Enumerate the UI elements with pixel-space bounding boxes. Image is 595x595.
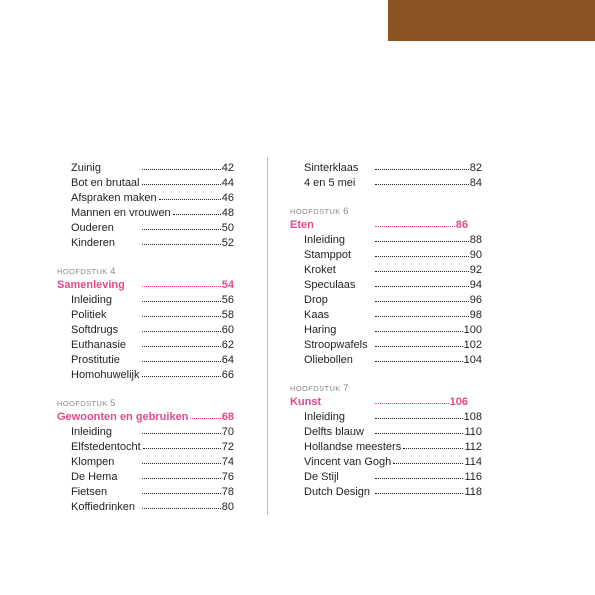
- toc-entry[interactable]: [57, 470, 234, 485]
- toc-entry[interactable]: [290, 293, 482, 308]
- toc-entry-page-number: 44: [221, 177, 234, 189]
- toc-entry[interactable]: [290, 338, 482, 353]
- toc-entry[interactable]: [290, 278, 482, 293]
- chapter-page-number: 54: [221, 279, 234, 291]
- chapter-title-row[interactable]: [57, 278, 234, 293]
- toc-entry-page-number: 96: [469, 294, 482, 306]
- toc-entry-page-number: 66: [221, 369, 234, 381]
- chapter-title: Samenleving: [57, 279, 125, 291]
- dot-leader: [375, 492, 463, 494]
- chapter-title: Kunst: [290, 396, 322, 408]
- toc-entry-page-number: 48: [221, 207, 234, 219]
- toc-entry-title: Drop: [304, 294, 328, 306]
- dot-leader: [142, 492, 221, 494]
- toc-entry[interactable]: [290, 440, 482, 455]
- dot-leader: [142, 183, 221, 185]
- toc-entry-title: Vincent van Gogh: [304, 456, 392, 468]
- toc-entry-title: Stamppot: [304, 249, 352, 261]
- toc-entry-title: 4 en 5 mei: [304, 177, 356, 189]
- toc-entry-title: Inleiding: [304, 411, 345, 423]
- toc-entry-title: De Stijl: [304, 471, 339, 483]
- toc-entry-title: Zuinig: [71, 162, 101, 174]
- dot-leader: [375, 360, 463, 362]
- toc-entry-title: Oliebollen: [304, 354, 353, 366]
- toc-entry-page-number: 52: [221, 237, 234, 249]
- toc-entry[interactable]: [57, 323, 234, 338]
- toc-entry-page-number: 72: [221, 441, 234, 453]
- dot-leader: [393, 462, 463, 464]
- dot-leader: [375, 315, 469, 317]
- dot-leader: [375, 300, 469, 302]
- toc-entry[interactable]: [290, 353, 482, 368]
- toc-entry[interactable]: [57, 440, 234, 455]
- toc-entry[interactable]: [57, 191, 234, 206]
- toc-entry-title: Kroket: [304, 264, 336, 276]
- toc-entry-title: Fietsen: [71, 486, 108, 498]
- dot-leader: [142, 462, 221, 464]
- dot-leader: [375, 270, 469, 272]
- dot-leader: [375, 330, 463, 332]
- toc-entry-page-number: 60: [221, 324, 234, 336]
- dot-leader: [142, 360, 221, 362]
- dot-leader: [375, 285, 469, 287]
- toc-entry-page-number: 110: [464, 426, 482, 438]
- toc-entry-title: Speculaas: [304, 279, 356, 291]
- toc-entry-page-number: 56: [221, 294, 234, 306]
- toc-entry-page-number: 92: [469, 264, 482, 276]
- chapter-page-number: 106: [449, 396, 468, 408]
- toc-entry[interactable]: [290, 410, 482, 425]
- toc-entry[interactable]: [57, 176, 234, 191]
- toc-entry[interactable]: [290, 323, 482, 338]
- toc-entry-title: Mannen en vrouwen: [71, 207, 171, 219]
- toc-entry[interactable]: [57, 161, 234, 176]
- chapter-label: [57, 398, 222, 410]
- dot-leader: [142, 432, 221, 434]
- toc-entry[interactable]: [57, 221, 234, 236]
- toc-entry[interactable]: [290, 470, 482, 485]
- toc-entry-title: De Hema: [71, 471, 118, 483]
- toc-entry[interactable]: [290, 308, 482, 323]
- toc-entry-page-number: 90: [469, 249, 482, 261]
- toc-entry-page-number: 78: [221, 486, 234, 498]
- toc-entry-page-number: 74: [221, 456, 234, 468]
- toc-entry-page-number: 100: [463, 324, 482, 336]
- toc-entry[interactable]: [57, 308, 234, 323]
- dot-leader: [375, 345, 463, 347]
- chapter-number: 7: [343, 383, 349, 394]
- chapter-label: [290, 206, 455, 218]
- toc-entry[interactable]: [57, 236, 234, 251]
- toc-entry-page-number: 104: [463, 354, 482, 366]
- dot-leader: [173, 213, 221, 215]
- chapter-label-text: HOOFDSTUK: [57, 399, 108, 408]
- toc-entry-title: Bot en brutaal: [71, 177, 140, 189]
- toc-entry-page-number: 88: [469, 234, 482, 246]
- dot-leader: [142, 228, 221, 230]
- dot-leader: [142, 285, 221, 287]
- dot-leader: [403, 447, 463, 449]
- toc-entry-page-number: 58: [221, 309, 234, 321]
- toc-entry-page-number: 116: [464, 471, 482, 483]
- chapter-title-row[interactable]: [290, 395, 468, 410]
- toc-entry-title: Stroopwafels: [304, 339, 368, 351]
- toc-entry-title: Elfstedentocht: [71, 441, 141, 453]
- column-divider: [267, 157, 268, 515]
- toc-entry[interactable]: [57, 500, 234, 515]
- toc-entry-page-number: 112: [464, 441, 482, 453]
- dot-leader: [375, 183, 469, 185]
- chapter-number: 5: [110, 398, 116, 409]
- chapter-number: 4: [110, 266, 116, 277]
- dot-leader: [142, 375, 221, 377]
- dot-leader: [142, 300, 221, 302]
- toc-entry-title: Delfts blauw: [304, 426, 364, 438]
- toc-entry-page-number: 108: [463, 411, 482, 423]
- toc-entry-title: Koffiedrinken: [71, 501, 136, 513]
- dot-leader: [142, 168, 221, 170]
- toc-entry-list: [290, 410, 482, 500]
- chapter-color-tab: [388, 0, 595, 41]
- toc-entry-title: Euthanasie: [71, 339, 127, 351]
- toc-entry-page-number: 46: [221, 192, 234, 204]
- toc-left-column: [57, 161, 234, 515]
- toc-entry-page-number: 102: [463, 339, 482, 351]
- chapter-title-row[interactable]: [290, 218, 468, 233]
- chapter-title: Eten: [290, 219, 314, 231]
- chapter-title-row[interactable]: [57, 410, 234, 425]
- toc-entry-page-number: 42: [221, 162, 234, 174]
- dot-leader: [375, 225, 455, 227]
- toc-entry-title: Prostitutie: [71, 354, 120, 366]
- chapter-label: [57, 266, 222, 278]
- toc-entry-list: [57, 161, 234, 251]
- toc-entry-page-number: 98: [469, 309, 482, 321]
- chapter-label-text: HOOFDSTUK: [290, 207, 341, 216]
- toc-entry-title: Inleiding: [304, 234, 345, 246]
- dot-leader: [375, 168, 469, 170]
- toc-entry[interactable]: [57, 206, 234, 221]
- toc-entry[interactable]: [290, 176, 482, 191]
- toc-entry-page-number: 64: [221, 354, 234, 366]
- toc-entry-title: Ouderen: [71, 222, 114, 234]
- dot-leader: [142, 243, 221, 245]
- toc-entry-page-number: 94: [469, 279, 482, 291]
- toc-entry[interactable]: [57, 353, 234, 368]
- toc-entry[interactable]: [290, 263, 482, 278]
- toc-entry-list: [57, 425, 234, 515]
- toc-entry-page-number: 62: [221, 339, 234, 351]
- dot-leader: [375, 402, 449, 404]
- toc-entry[interactable]: [57, 293, 234, 308]
- toc-entry-page-number: 82: [469, 162, 482, 174]
- toc-entry[interactable]: [290, 485, 482, 500]
- dot-leader: [375, 432, 463, 434]
- toc-entry-list: [290, 233, 482, 368]
- toc-entry-page-number: 76: [221, 471, 234, 483]
- toc-entry-page-number: 118: [464, 486, 482, 498]
- toc-entry-page-number: 50: [221, 222, 234, 234]
- toc-entry-title: Kinderen: [71, 237, 116, 249]
- toc-entry-title: Inleiding: [71, 426, 112, 438]
- toc-entry-title: Afspraken maken: [71, 192, 157, 204]
- dot-leader: [375, 240, 469, 242]
- dot-leader: [375, 255, 469, 257]
- toc-entry-title: Inleiding: [71, 294, 112, 306]
- dot-leader: [142, 330, 221, 332]
- toc-entry-list: [57, 293, 234, 383]
- toc-entry-title: Hollandse meesters: [304, 441, 402, 453]
- dot-leader: [375, 477, 463, 479]
- dot-leader: [142, 315, 221, 317]
- chapter-title: Gewoonten en gebruiken: [57, 411, 189, 423]
- dot-leader: [190, 417, 220, 419]
- toc-entry-page-number: 70: [221, 426, 234, 438]
- toc-entry-title: Klompen: [71, 456, 115, 468]
- chapter-label-text: HOOFDSTUK: [290, 384, 341, 393]
- toc-entry-title: Haring: [304, 324, 337, 336]
- toc-right-column: [290, 161, 482, 500]
- toc-entry[interactable]: [57, 368, 234, 383]
- dot-leader: [143, 447, 221, 449]
- toc-entry[interactable]: [57, 338, 234, 353]
- dot-leader: [142, 507, 221, 509]
- toc-entry[interactable]: [57, 425, 234, 440]
- chapter-number: 6: [343, 206, 349, 217]
- chapter-page-number: 86: [455, 219, 468, 231]
- toc-entry[interactable]: [57, 455, 234, 470]
- toc-entry-title: Politiek: [71, 309, 107, 321]
- toc-entry-page-number: 84: [469, 177, 482, 189]
- toc-entry[interactable]: [290, 425, 482, 440]
- toc-entry[interactable]: [290, 455, 482, 470]
- chapter-label-text: HOOFDSTUK: [57, 267, 108, 276]
- toc-entry-title: Softdrugs: [71, 324, 119, 336]
- dot-leader: [375, 417, 463, 419]
- toc-entry-list: [290, 161, 482, 191]
- toc-entry-title: Dutch Design: [304, 486, 371, 498]
- toc-entry[interactable]: [290, 248, 482, 263]
- toc-entry[interactable]: [290, 233, 482, 248]
- toc-entry-page-number: 114: [464, 456, 482, 468]
- dot-leader: [142, 345, 221, 347]
- chapter-page-number: 68: [221, 411, 234, 423]
- toc-entry-page-number: 80: [221, 501, 234, 513]
- chapter-label: [290, 383, 455, 395]
- toc-entry-title: Kaas: [304, 309, 330, 321]
- dot-leader: [159, 198, 221, 200]
- toc-entry-title: Sinterklaas: [304, 162, 359, 174]
- toc-entry-title: Homohuwelijk: [71, 369, 140, 381]
- toc-entry[interactable]: [290, 161, 482, 176]
- toc-entry[interactable]: [57, 485, 234, 500]
- dot-leader: [142, 477, 221, 479]
